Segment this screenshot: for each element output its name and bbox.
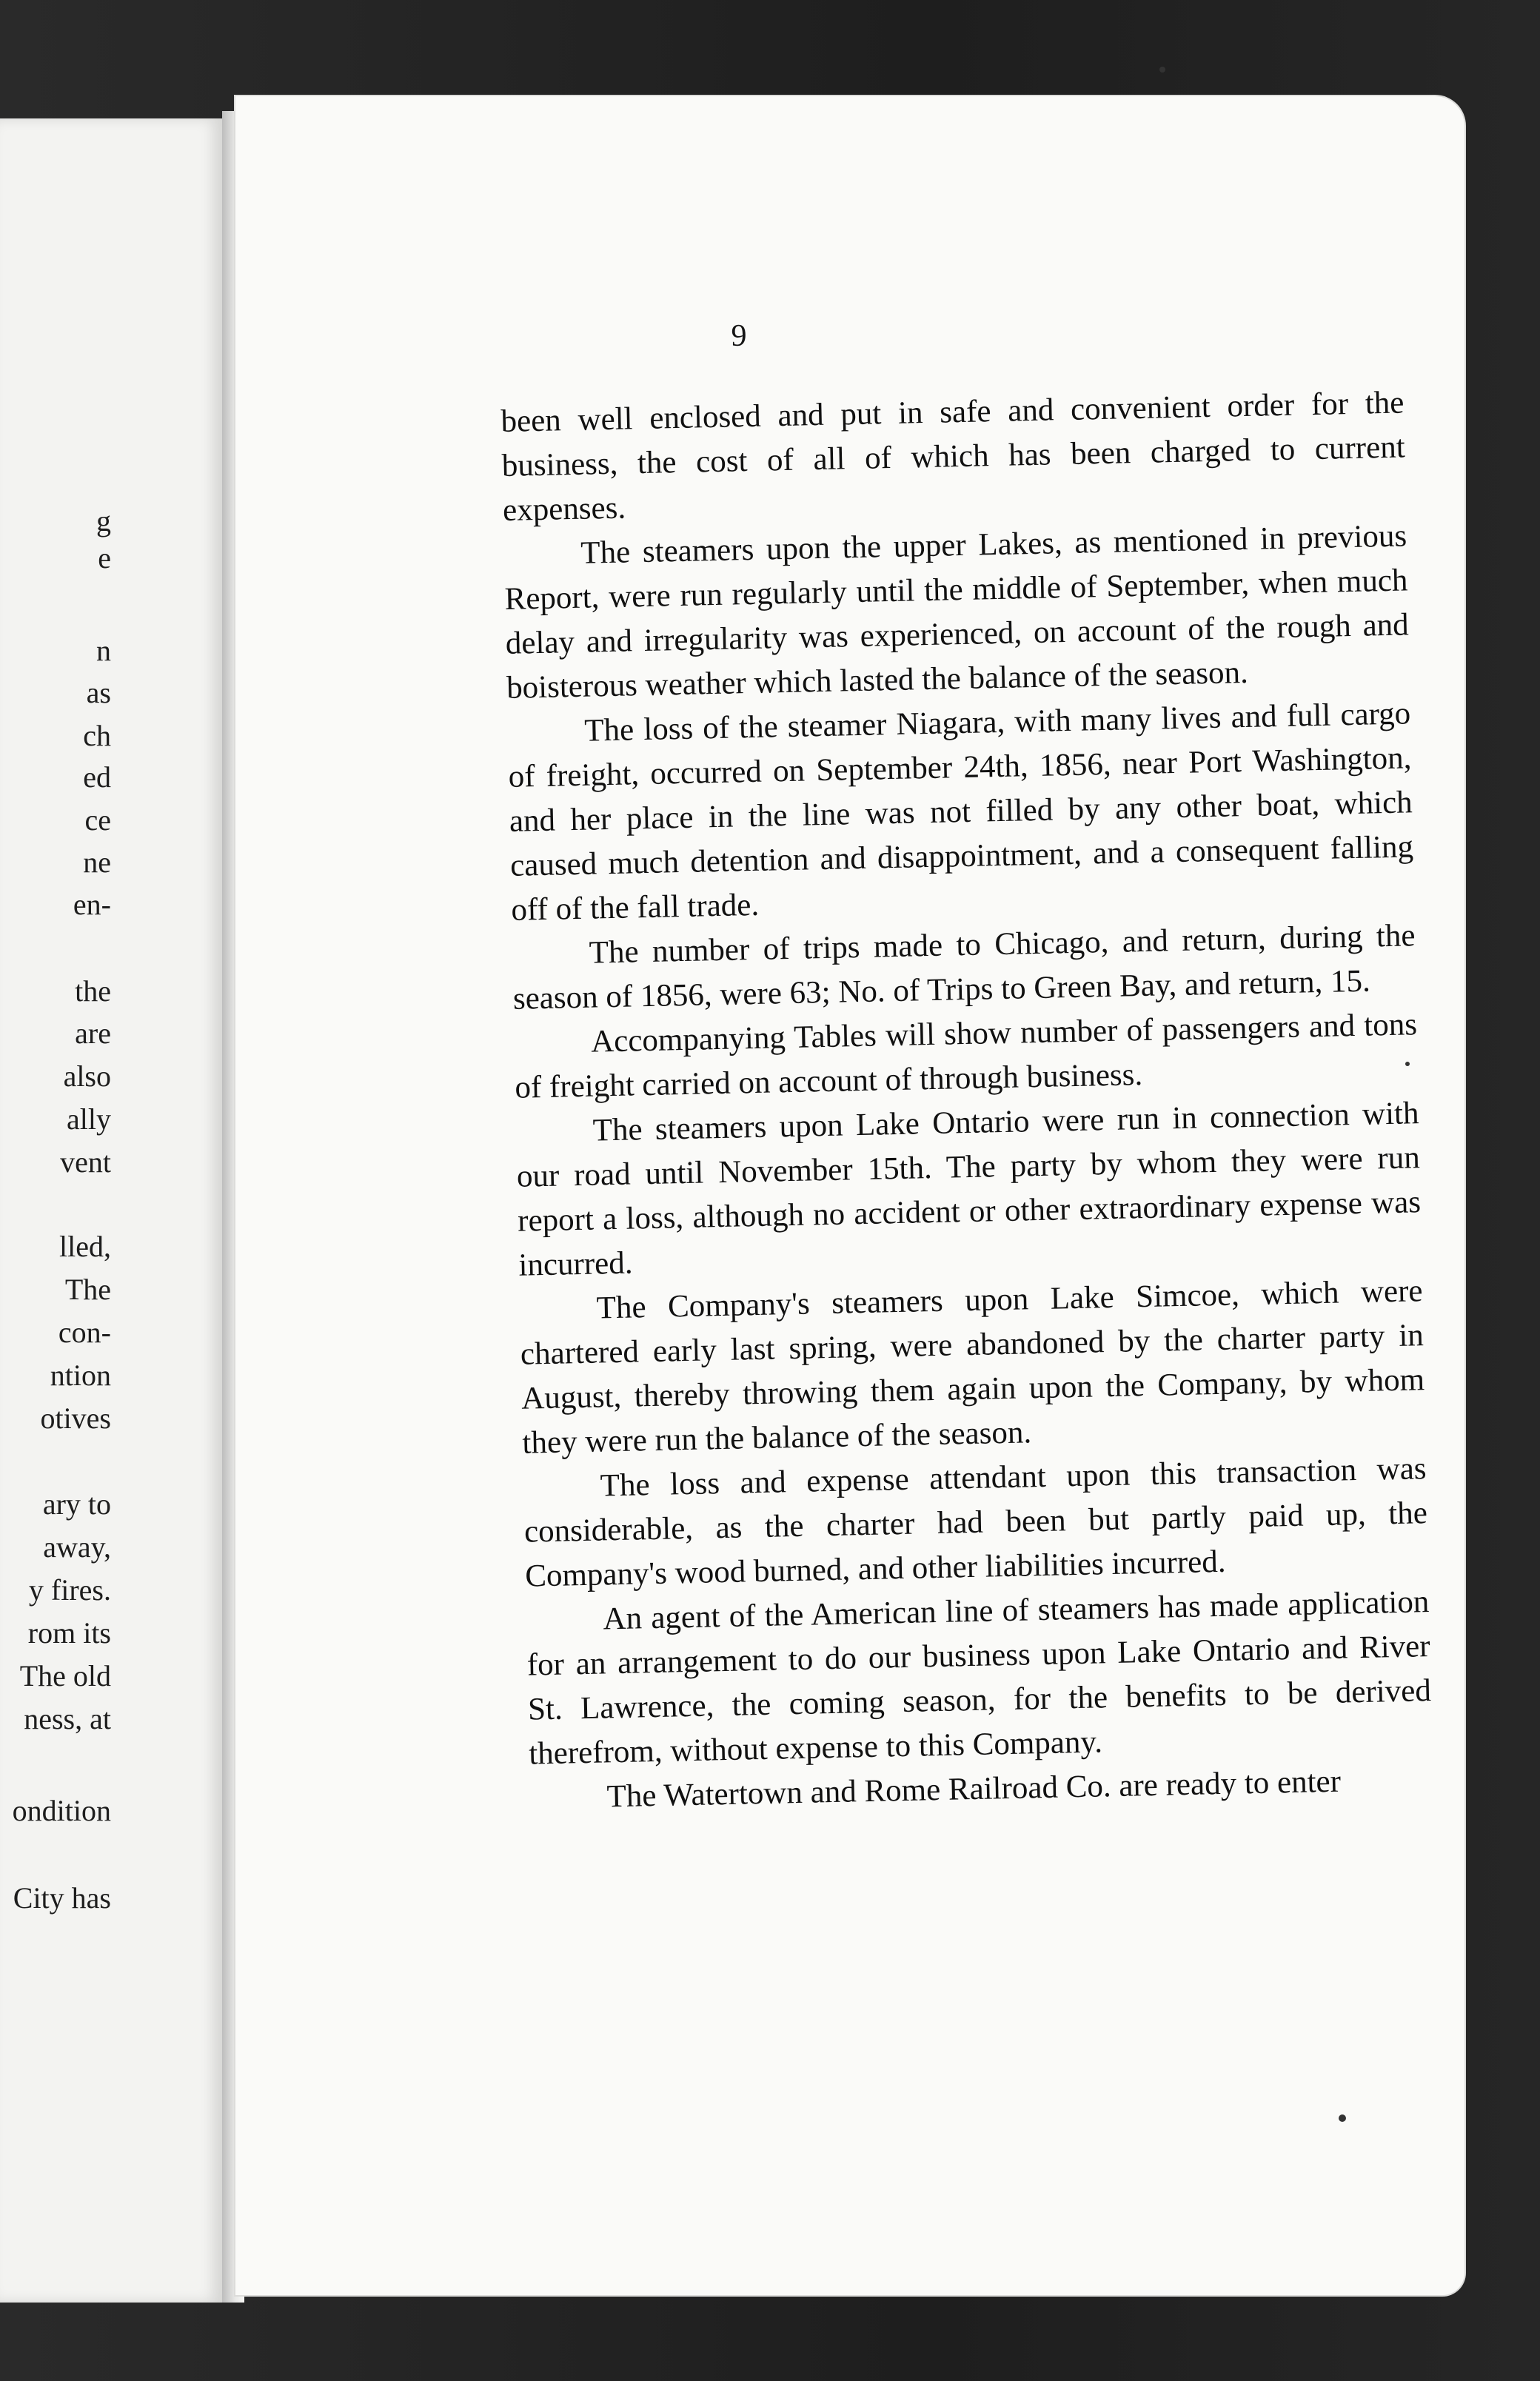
- left-fragment: ntion: [50, 1359, 111, 1392]
- left-fragment: ary to: [42, 1487, 111, 1521]
- left-fragment: away,: [43, 1530, 111, 1564]
- left-fragment: ne: [83, 845, 111, 879]
- left-fragment: ed: [83, 760, 111, 794]
- paragraph: The steamers upon the upper Lakes, as mentioned in previous Report, were run regularly until the middle of September, when much delay and irregularity was experienced, on account of the rough and boisterous weather which lasted the balance of the season.: [504, 518, 1410, 706]
- dust-speck: [1339, 2114, 1346, 2122]
- left-fragment: e: [98, 541, 111, 575]
- left-fragment: the: [75, 974, 111, 1008]
- dust-speck: [1405, 1062, 1410, 1066]
- left-fragment: con-: [58, 1316, 111, 1349]
- left-facing-page: [0, 118, 222, 2303]
- left-fragment: ally: [67, 1102, 111, 1136]
- left-fragment: City has: [13, 1881, 111, 1915]
- left-fragment: as: [86, 676, 111, 709]
- left-fragment: The: [64, 1273, 111, 1306]
- left-fragment: rom its: [27, 1616, 111, 1650]
- paragraph: The number of trips made to Chicago, and return, during the season of 1856, were 63; No. of Trips to Green Bay, and return, 15.: [512, 918, 1416, 1017]
- page-number: 9: [731, 319, 747, 353]
- left-fragment: lled,: [59, 1230, 111, 1263]
- paragraph: The loss of the steamer Niagara, with many lives and full cargo of freight, occurred on September 24th, 1856, near Port Washington, and her place in the line was not filled by any other boat, which caused much detention and disappointment, and a consequent falling off of the fall trade.: [508, 696, 1414, 928]
- left-fragment: ch: [83, 719, 111, 752]
- left-fragment: y fires.: [28, 1573, 111, 1607]
- left-fragment: ce: [84, 803, 111, 837]
- left-fragment: The old: [19, 1659, 111, 1692]
- left-fragment: ness, at: [24, 1702, 111, 1735]
- left-fragment: vent: [60, 1145, 111, 1179]
- paragraph: The loss and expense attendant upon this transaction was considerable, as the charter had been but partly paid up, the Company's wood burned, and other liabilities incurred.: [523, 1451, 1428, 1594]
- body-text: [500, 381, 1433, 1821]
- paragraph: An agent of the American line of steamers has made application for an arrangement to do our business upon Lake Ontario and River St. Lawrence, the coming season, for the benefits to be derived therefrom, without expense to this Company.: [526, 1584, 1432, 1772]
- left-fragment: en-: [73, 888, 111, 921]
- left-page-text-fragments: [0, 118, 222, 2303]
- paragraph: The steamers upon Lake Ontario were run in connection with our road until November 15th. The party by whom they were run report a loss, although no accident or other extraordinary expense was incurred.: [516, 1096, 1422, 1283]
- left-fragment: n: [96, 634, 111, 667]
- left-fragment: are: [75, 1017, 111, 1050]
- paragraph: The Company's steamers upon Lake Simcoe, which were chartered early last spring, were abandoned by the charter party in August, thereby throwing them again upon the Company, by whom they were run the balance of the season.: [520, 1273, 1425, 1461]
- paragraph: The Watertown and Rome Railroad Co. are ready to enter: [606, 1764, 1342, 1815]
- paragraph: Accompanying Tables will show number of passengers and tons of freight carried on account of through business.: [514, 1007, 1418, 1105]
- right-page: [235, 96, 1464, 2295]
- left-fragment: g: [96, 504, 111, 538]
- dust-speck: [1159, 67, 1165, 73]
- left-fragment: also: [63, 1059, 111, 1093]
- left-fragment: otives: [40, 1402, 111, 1435]
- left-fragment: ondition: [12, 1794, 111, 1827]
- paragraph: been well enclosed and put in safe and convenient order for the business, the cost of all of which has been charged to current expenses.: [500, 385, 1406, 528]
